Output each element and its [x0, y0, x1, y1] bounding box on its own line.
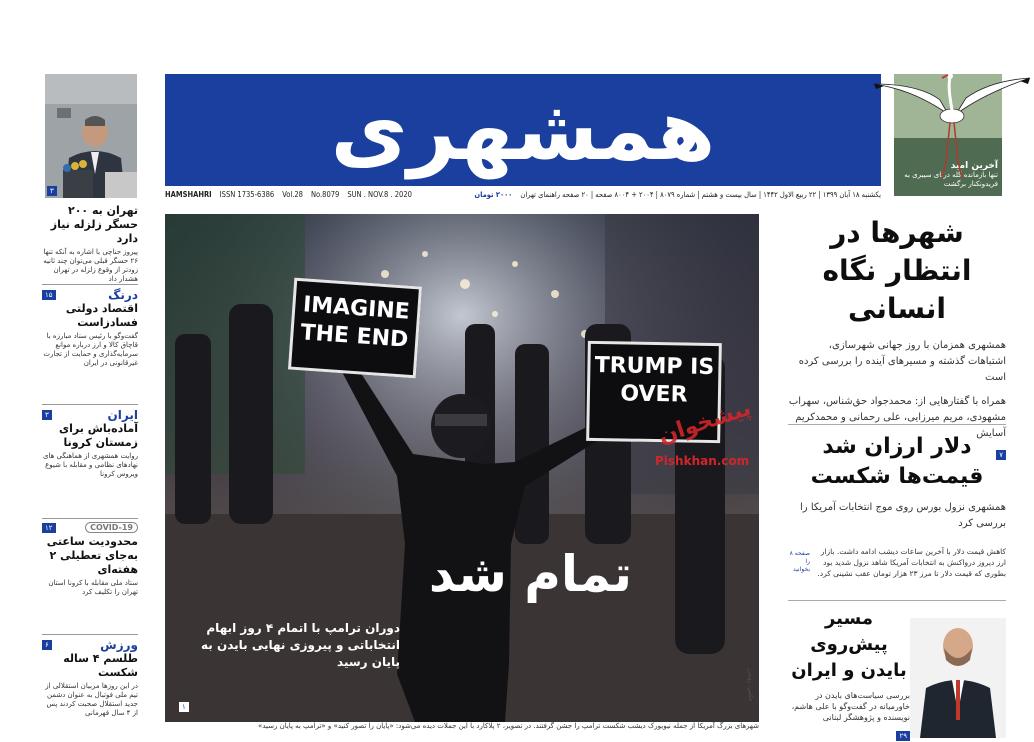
sign-trump-is-over: TRUMP IS OVER	[586, 341, 722, 443]
left-item-covid-winter-text: روایت همشهری از هماهنگی های نهادهای نظامی و مقابله با شیوع ویروس کرونا	[43, 452, 138, 478]
section-tag-varzeshi: ورزش	[100, 638, 138, 652]
story-biden-iran-page: ۲۹	[896, 731, 910, 741]
masthead	[165, 74, 881, 186]
story-cities-text: همشهری همزمان با روز جهانی شهرسازی، اشتباهات گذشته و مسیرهای آینده را بررسی کرده است	[798, 340, 1006, 383]
story-cities-page: ۷	[996, 450, 1006, 460]
crane-illustration	[870, 70, 1034, 182]
left-divider	[42, 634, 138, 635]
section-tag-iran: ایران	[107, 408, 138, 422]
mayor-photo[interactable]	[45, 74, 137, 198]
left-item-earthquake-text: پیروز حناچی با اشاره به آنکه تنها ۲۶ حسگر قبلی می‌توان چند ثانیه زودتر از وقوع زلزله در تهران هشدار داد	[43, 248, 138, 283]
story-biden-iran-head: مسیر پیش‌روی بایدن و ایران	[791, 608, 907, 681]
left-item-earthquake-head: تهران به ۲۰۰ حسگر زلزله نیاز دارد	[50, 204, 138, 245]
left-item-covid-winter-head: آماده‌باش برای زمستان کرونا	[59, 422, 138, 449]
left-item-sport-text: در این روزها مربیان استقلالی از تیم ملی فوتبال به عنوان دشمن جدید استقلال صحبت کردند پس از ۴ سال قهرمانی	[45, 682, 138, 717]
crane-title: آخرین امید	[950, 161, 998, 171]
left-item-restrictions[interactable]	[42, 522, 138, 597]
issue-number: No.8079	[310, 189, 340, 199]
covid-badge: COVID-19	[85, 522, 138, 533]
persian-date: یکشنبه ۱۸ آبان ۱۳۹۹ | ۲۲ ربیع الاول ۱۴۴۲ | سال بیست و هشتم | شماره ۸۰۷۹ | ۲۰۰۴ + ۸۰۰۴ صفحه | ۲۰ صفحه راهنمای تهران	[520, 189, 881, 199]
photo-credit: عکس: رویترز	[747, 668, 754, 702]
watermark-url: Pishkhan.com	[655, 454, 750, 468]
main-headline: تمام شد	[428, 545, 632, 603]
left-item-economy-text: گفت‌وگو با رئیس ستاد مبارزه با قاچاق کالا و ارز درباره موانع سرمایه‌گذاری و حمایت از تجارت غیرقانونی در ایران	[43, 332, 138, 367]
left-item-economy-page: ۱۵	[42, 290, 56, 300]
main-photo-caption: شهرهای بزرگ آمریکا از جمله نیویورک دیشب شکست ترامپ را جشن گرفتند. در تصویر، ۲ پلاکارد با این جملات دیده می‌شود: «پایان را تصور کنید» و «ترامپ به پایان رسید»	[258, 722, 759, 730]
story-cities-head: شهرها در انتظار نگاه انسانی	[822, 216, 972, 325]
dateline-english	[165, 190, 412, 199]
left-item-sport-head: طلسم ۴ ساله شکست	[63, 652, 138, 679]
story-biden-iran[interactable]	[788, 606, 910, 742]
left-item-sport[interactable]	[42, 638, 138, 718]
english-date: SUN . NOV.8 . 2020	[347, 189, 412, 199]
story-dollar-summary: کاهش قیمت دلار با آخرین ساعات دیشب ادامه داشت. بازار ارز دیروز درواکنش به انتخابات آمریکا شاهد نزول شدید بود بطوری که قیمت دلار تا مرز ۲۳ هزار تومان عقب نشینی کرد.	[817, 547, 1006, 578]
masthead-logo: همشهری	[330, 81, 716, 179]
story-dollar-text: همشهری نزول بورس روی موج انتخابات آمریکا را بررسی کرد	[800, 502, 1006, 529]
left-divider	[42, 518, 138, 519]
main-page-number: ۱	[179, 702, 189, 712]
left-divider	[42, 404, 138, 405]
left-item-restrictions-page: ۱۲	[42, 523, 56, 533]
left-item-restrictions-text: ستاد ملی مقابله با کرونا استان تهران را تکلیف کرد	[48, 579, 138, 596]
right-divider	[788, 600, 1006, 601]
left-item-covid-winter[interactable]	[42, 408, 138, 479]
left-item-sport-page: ۶	[42, 640, 52, 650]
issn: ISSN 1735-6386	[219, 189, 275, 199]
right-divider	[788, 424, 1006, 425]
left-divider	[42, 284, 138, 285]
mayor-photo-illustration	[45, 74, 137, 198]
left-item-restrictions-head: محدودیت ساعتی به‌جای تعطیلی ۲ هفته‌ای	[46, 535, 138, 576]
english-name: HAMSHAHRI	[165, 189, 212, 199]
left-item-covid-winter-page: ۳	[42, 410, 52, 420]
section-tag-derang: درنگ	[108, 288, 138, 302]
crane-text: تنها بازمانده گله درنای سیبری به فریدونکنار برگشت	[904, 171, 998, 188]
left-item-economy[interactable]	[42, 288, 138, 368]
main-subheadline: دوران ترامپ با اتمام ۴ روز ابهام انتخاباتی و پیروزی نهایی بایدن به پایان رسید	[201, 621, 400, 669]
story-dollar-head: دلار ارزان شد قیمت‌ها شکست	[810, 434, 984, 489]
ali-hashem-illustration	[910, 618, 1006, 738]
story-dollar[interactable]	[788, 432, 1006, 532]
story-cities-authors: همراه با گفتارهایی از: محمدجواد حق‌شناس، سهراب مشهودی، مریم میرزایی، علی رحمانی و محمدکریم آسایش	[788, 396, 1006, 439]
mayor-photo-page: ۳	[47, 186, 57, 196]
price: ۲۰۰۰ تومان	[474, 189, 513, 199]
volume: Vol.28	[282, 189, 303, 199]
story-dollar-page: صفحه ۸ را بخوانید	[789, 550, 810, 573]
left-item-economy-head: اقتصاد دولتی فسادزاست	[65, 302, 138, 329]
ali-hashem-photo[interactable]	[910, 618, 1006, 738]
dateline-persian	[474, 190, 881, 199]
sign-imagine-the-end: IMAGINE THE END	[288, 278, 422, 379]
left-item-earthquake[interactable]	[42, 204, 138, 284]
dateline	[165, 187, 881, 201]
watermark-logo: پیشخوان	[655, 395, 755, 450]
story-biden-iran-text: بررسی سیاست‌های بایدن در خاورمیانه در گفت‌وگو با علی هاشم، نویسنده و پژوهشگر لبنانی	[791, 691, 910, 722]
